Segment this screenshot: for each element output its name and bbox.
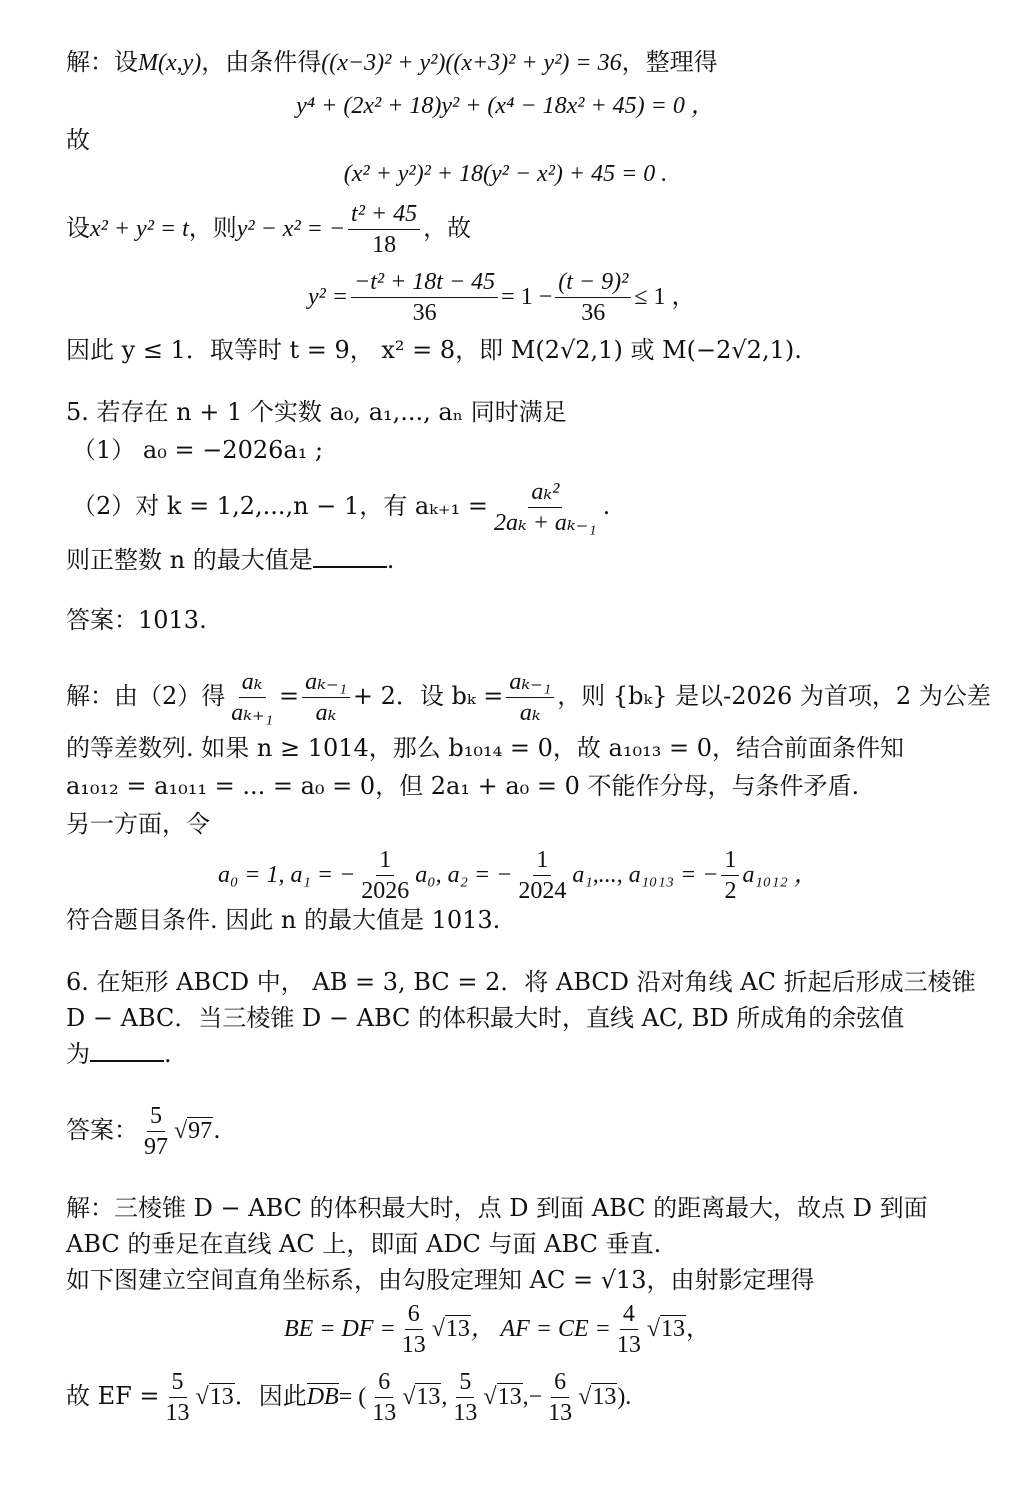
numerator: aₖ₋₁ [506, 667, 554, 698]
math: a₁₀₁₂ ， [742, 862, 818, 888]
sol4-line4 [66, 196, 471, 261]
text: 解：设 [66, 48, 138, 76]
sqrt: √13 [578, 1384, 617, 1410]
denominator: 13 [548, 1400, 573, 1426]
fraction [399, 1299, 429, 1360]
math: a₁,..., a₁₀₁₃ = − [572, 862, 719, 888]
math: a₀, a₂ = − [415, 862, 513, 888]
fraction [358, 845, 412, 906]
math: y² = [308, 284, 349, 310]
numerator: 5 [147, 1101, 165, 1132]
answer-blank [90, 1040, 164, 1062]
denominator: aₖ [315, 700, 337, 726]
text: 故 EF = [66, 1382, 160, 1410]
fraction [351, 267, 498, 328]
answer-blank [313, 546, 387, 568]
radicand: 97 [188, 1118, 213, 1144]
radicand: 13 [445, 1316, 470, 1342]
text: = [279, 682, 300, 710]
fraction [228, 667, 276, 728]
math: = ( [338, 1384, 367, 1410]
sol4-eq2: (x² + y²)² + 18(y² − x²) + 45 = 0 . [343, 161, 668, 187]
q5-sol-end: 符合题目条件. 因此 n 的最大值是 1013. [66, 906, 501, 934]
sqrt: √13 [402, 1384, 441, 1410]
math: M(x,y) [138, 50, 202, 76]
fraction [555, 267, 631, 328]
q5-cond1: （1） a₀ = −2026a₁ ; [72, 436, 324, 464]
q6-sol2: ABC 的垂足在直线 AC 上，即面 ADC 与面 ABC 垂直. [66, 1230, 662, 1258]
radicand: 13 [209, 1384, 234, 1410]
q5-ask [66, 544, 394, 576]
numerator: 6 [551, 1367, 569, 1398]
numerator: 1 [721, 845, 739, 876]
fraction [491, 477, 600, 538]
denominator: 97 [144, 1134, 168, 1160]
sqrt: √97 [174, 1118, 213, 1144]
q6-last [66, 1364, 631, 1429]
math: ((x−3)² + y²)((x+3)² + y²) = 36 [321, 50, 622, 76]
text: ，故 [423, 214, 472, 242]
fraction [141, 1101, 171, 1162]
numerator: 6 [375, 1367, 393, 1398]
denominator: 13 [616, 1332, 641, 1358]
q5-sol-line4: 另一方面，令 [66, 810, 210, 838]
numerator: 5 [456, 1367, 474, 1398]
sol4-line1 [66, 46, 718, 79]
q5-stem: 5. 若存在 n + 1 个实数 a₀, a₁,..., aₙ 同时满足 [66, 398, 567, 426]
text: ，则 {bₖ} 是以-2026 为首项，2 为公差 [557, 682, 991, 710]
fraction [515, 845, 569, 906]
text: 为 [66, 1040, 90, 1068]
math: ， AF = CE = [470, 1316, 611, 1342]
radicand: 13 [592, 1384, 617, 1410]
fraction [302, 667, 350, 728]
denominator: 2024 [518, 878, 567, 904]
text: . [164, 1040, 172, 1068]
math: ). [617, 1384, 632, 1410]
q5-sol-line2: 的等差数列. 如果 n ≥ 1014，那么 b₁₀₁₄ = 0，故 a₁₀₁₃ = 0，结合前面条件知 [66, 734, 904, 762]
fraction [450, 1367, 480, 1428]
denominator: 13 [453, 1400, 478, 1426]
denominator: 18 [372, 232, 397, 258]
denominator: 13 [401, 1332, 426, 1358]
numerator: (t − 9)² [555, 267, 631, 298]
q5-answer: 答案：1013. [66, 606, 207, 634]
fraction [545, 1367, 575, 1428]
denominator: 2 [724, 878, 737, 904]
fraction [369, 1367, 399, 1428]
text: ．因此 [234, 1382, 307, 1410]
fraction [614, 1299, 644, 1360]
sqrt: √13 [431, 1316, 470, 1342]
radicand: 13 [497, 1384, 522, 1410]
numerator: 4 [620, 1299, 638, 1330]
sol4-eq1: y⁴ + (2x² + 18)y² + (x⁴ − 18x² + 45) = 0 ， [296, 93, 715, 119]
denominator: 2026 [361, 878, 410, 904]
text: . [213, 1116, 221, 1144]
denominator: aₖ₊₁ [231, 700, 274, 726]
math: a₀ = 1, a₁ = − [218, 862, 356, 888]
comma: , [441, 1384, 448, 1410]
text: ， [686, 1314, 710, 1342]
fraction [506, 667, 554, 728]
numerator: t² + 45 [348, 199, 420, 230]
text: + 2．设 bₖ = [352, 682, 504, 710]
q5-sol-line1 [66, 664, 991, 728]
math: ≤ 1 ， [634, 284, 696, 310]
text: （2）对 k = 1,2,...,n − 1，有 aₖ₊₁ = [72, 492, 488, 520]
math: x² + y² = t [90, 216, 189, 242]
numerator: −t² + 18t − 45 [351, 267, 498, 298]
sol4-eq3 [308, 264, 695, 329]
q6-stem2: D − ABC．当三棱锥 D − ABC 的体积最大时，直线 AC, BD 所成角的余弦值 [66, 1004, 905, 1032]
numerator: aₖ² [528, 477, 562, 508]
text: ，整理得 [621, 48, 718, 76]
q6-stem1: 6. 在矩形 ABCD 中， AB = 3, BC = 2．将 ABCD 沿对角线 AC 折起后形成三棱锥 [66, 968, 976, 996]
text: 解：由（2）得 [66, 682, 226, 710]
comma-minus: ,− [522, 1384, 543, 1410]
fraction [721, 845, 739, 906]
q6-stem3 [66, 1038, 172, 1070]
sqrt: √13 [195, 1384, 234, 1410]
math: BE = DF = [284, 1316, 396, 1342]
text: 答案： [66, 1116, 138, 1144]
q5-sol-line3: a₁₀₁₂ = a₁₀₁₁ = ... = a₀ = 0，但 2a₁ + a₀ = 0 不能作分母，与条件矛盾. [66, 772, 860, 800]
denominator: 13 [372, 1400, 397, 1426]
sqrt: √13 [646, 1316, 685, 1342]
sqrt: √13 [483, 1384, 522, 1410]
numerator: 5 [169, 1367, 187, 1398]
q6-sol1: 解：三棱锥 D − ABC 的体积最大时，点 D 到面 ABC 的距离最大，故点 D 到面 [66, 1194, 928, 1222]
numerator: aₖ [239, 667, 266, 698]
numerator: 6 [405, 1299, 423, 1330]
q5-sol-eq [218, 842, 818, 907]
text: ，由条件得 [201, 48, 322, 76]
denominator: 13 [165, 1400, 190, 1426]
denominator: 36 [581, 300, 606, 326]
q6-answer [66, 1098, 221, 1163]
sol4-so: 故 [66, 126, 90, 154]
q5-cond2 [72, 474, 610, 538]
numerator: 1 [533, 845, 551, 876]
text: ，则 [188, 214, 237, 242]
denominator: 2aₖ + aₖ₋₁ [493, 510, 597, 536]
radicand: 13 [661, 1316, 685, 1342]
q6-eq1 [284, 1296, 710, 1361]
q6-sol3: 如下图建立空间直角坐标系，由勾股定理知 AC = √13，由射影定理得 [66, 1266, 815, 1294]
text: . [602, 492, 611, 520]
fraction [348, 199, 420, 260]
denominator: aₖ [519, 700, 541, 726]
fraction [163, 1367, 193, 1428]
math: = 1 − [501, 284, 553, 310]
text: . [386, 546, 395, 574]
numerator: 1 [376, 845, 394, 876]
vector-db: DB [306, 1384, 339, 1410]
sol4-conclusion: 因此 y ≤ 1．取等时 t = 9， x² = 8，即 M(2√2,1) 或 M(−2√2,1). [66, 336, 802, 364]
text: 则正整数 n 的最大值是 [66, 546, 313, 574]
text: 设 [66, 214, 90, 242]
numerator: aₖ₋₁ [302, 667, 350, 698]
radicand: 13 [416, 1384, 441, 1410]
math: y² − x² = − [236, 216, 346, 242]
denominator: 36 [412, 300, 437, 326]
